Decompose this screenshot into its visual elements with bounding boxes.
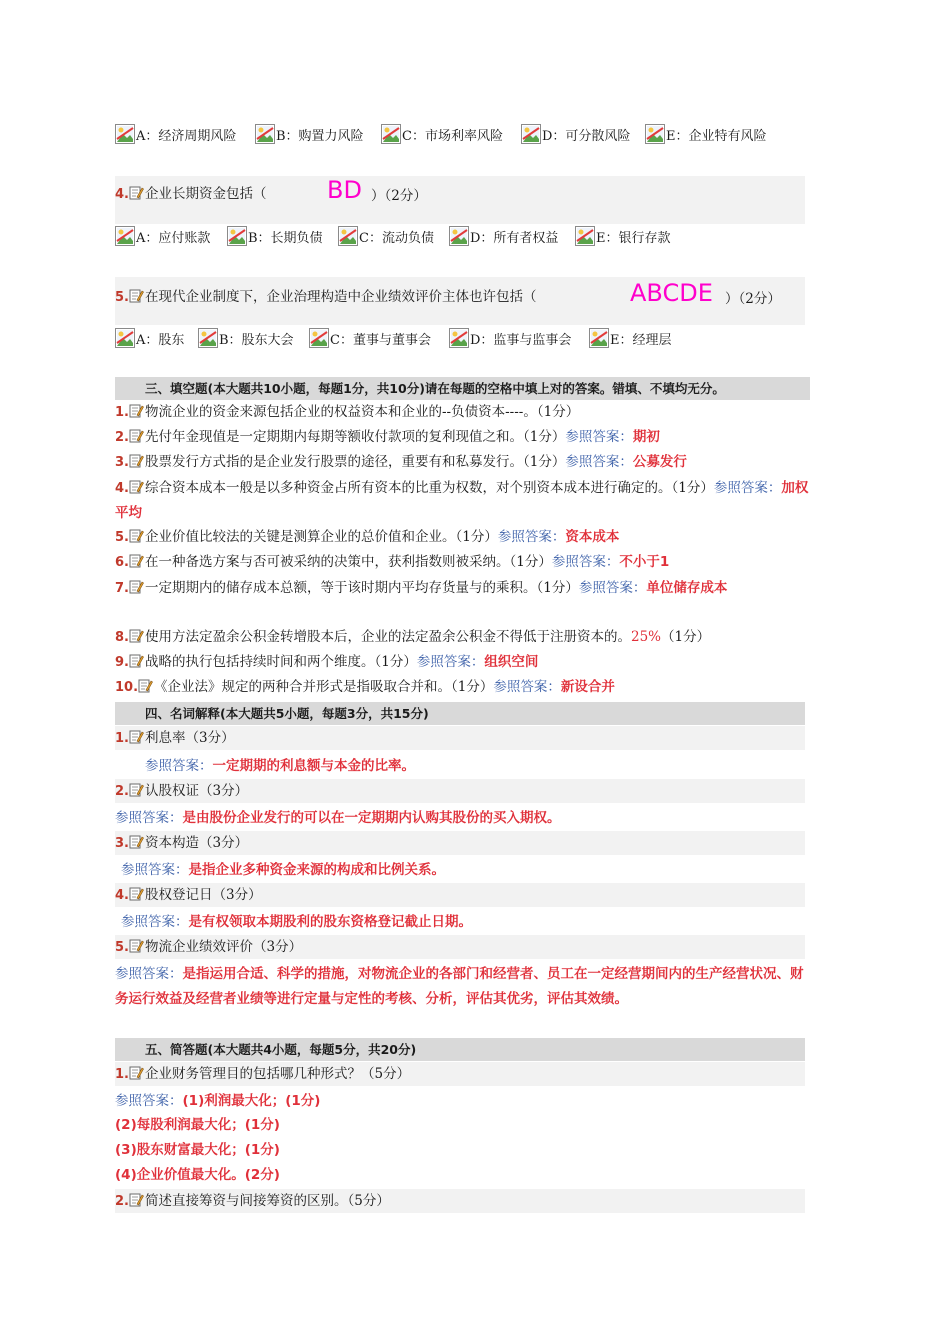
term-4: 4. 股权登记日（3分） [115, 883, 805, 907]
edit-icon [129, 886, 144, 901]
option-d[interactable]: D：所有者权益 [449, 226, 558, 246]
broken-image-icon [115, 226, 135, 246]
term-5-answer: 参照答案：是指运用合适、科学的措施，对物流企业的各部门和经营者、员工在一定经营期间内的生产经营状况、财务运行效益及经营者业绩等进行定量与定性的考核、分析，评估其优劣，评估其效绩。 [115, 966, 804, 1007]
fill-item-9: 9. 战略的执行包括持续时间和两个维度。（1分）参照答案：组织空间 [115, 654, 539, 670]
edit-icon [129, 185, 144, 200]
edit-icon [129, 403, 144, 418]
broken-image-icon [198, 328, 218, 348]
q4-options [115, 226, 815, 252]
option-d[interactable]: D：监事与监事会 [449, 328, 571, 348]
broken-image-icon [449, 226, 469, 246]
fill-item-7: 7. 一定期期内的储存成本总额，等于该时期内平均存货量与的乘积。（1分）参照答案：单位储存成本 [115, 580, 728, 596]
q5-options [115, 328, 815, 354]
edit-icon [129, 1065, 144, 1080]
edit-icon [129, 428, 144, 443]
term-3: 3. 资本构造（3分） [115, 831, 805, 855]
edit-icon [138, 678, 153, 693]
edit-icon [129, 782, 144, 797]
term-2: 2. 认股权证（3分） [115, 779, 805, 803]
term-5: 5. 物流企业绩效评价（3分） [115, 935, 805, 959]
answer-handwritten: ABCDE [630, 279, 713, 307]
option-c[interactable]: C：流动负债 [338, 226, 434, 246]
option-d[interactable]: D：可分散风险 [521, 124, 630, 144]
edit-icon [129, 653, 144, 668]
option-e[interactable]: E：银行存款 [575, 226, 671, 246]
short-answer-1-line-3: (3)股东财富最大化；(1分) [115, 1142, 280, 1158]
broken-image-icon [521, 124, 541, 144]
option-e[interactable]: E：经理层 [589, 328, 672, 348]
broken-image-icon [381, 124, 401, 144]
broken-image-icon [589, 328, 609, 348]
answer-handwritten: BD [327, 176, 362, 204]
term-1-answer: 参照答案：一定期期的利息额与本金的比率。 [145, 758, 415, 774]
edit-icon [129, 288, 144, 303]
short-answer-1-line-2: (2)每股利润最大化；(1分) [115, 1117, 280, 1133]
broken-image-icon [255, 124, 275, 144]
edit-icon [129, 479, 144, 494]
edit-icon [129, 729, 144, 744]
fill-item-6: 6. 在一种备选方案与否可被采纳的决策中，获利指数则被采纳。（1分）参照答案：不小于1 [115, 554, 670, 570]
short-answer-1: 1. 企业财务管理目的包括哪几种形式？（5分） [115, 1062, 805, 1086]
section-5-header: 五、简答题(本大题共4小题，每题5分，共20分) [115, 1038, 805, 1061]
broken-image-icon [449, 328, 469, 348]
broken-image-icon [309, 328, 329, 348]
question-4: 4. 企业长期资金包括（ BD ）（2分） [115, 176, 805, 224]
fill-item-4: 4. 综合资本成本一般是以多种资金占所有资本的比重为权数，对个别资本成本进行确定的。（1分）参照答案：加权平均 [115, 480, 809, 521]
option-e[interactable]: E：企业特有风险 [645, 124, 767, 144]
option-a[interactable]: A：经济周期风险 [115, 124, 236, 144]
fill-item-1: 1. 物流企业的资金来源包括企业的权益资本和企业的--负债资本----。（1分） [115, 404, 580, 420]
fill-item-10: 10. 《企业法》规定的两种合并形式是指吸取合并和。（1分）参照答案：新设合并 [115, 679, 615, 695]
broken-image-icon [645, 124, 665, 144]
broken-image-icon [227, 226, 247, 246]
section-3-header: 三、填空题(本大题共10小题，每题1分，共10分)请在每题的空格中填上对的答案。错填、不填均无分。 [115, 377, 810, 400]
fill-item-5: 5. 企业价值比较法的关键是测算企业的总价值和企业。（1分）参照答案：资本成本 [115, 529, 620, 545]
fill-item-2: 2. 先付年金现值是一定期期内每期等额收付款项的复利现值之和。（1分）参照答案：期初 [115, 429, 660, 445]
option-b[interactable]: B：购置力风险 [255, 124, 364, 144]
edit-icon [129, 834, 144, 849]
option-b[interactable]: B：股东大会 [198, 328, 294, 348]
edit-icon [129, 628, 144, 643]
fill-item-3: 3. 股票发行方式指的是企业发行股票的途径，重要有和私募发行。（1分）参照答案：公募发行 [115, 454, 687, 470]
option-c[interactable]: C：董事与董事会 [309, 328, 431, 348]
fill-item-8: 8. 使用方法定盈余公积金转增股本后，企业的法定盈余公积金不得低于注册资本的。25%（1分） [115, 629, 711, 645]
broken-image-icon [115, 328, 135, 348]
edit-icon [129, 579, 144, 594]
short-answer-1-line-4: (4)企业价值最大化。(2分) [115, 1167, 280, 1183]
edit-icon [129, 1192, 144, 1207]
broken-image-icon [115, 124, 135, 144]
option-c[interactable]: C：市场利率风险 [381, 124, 503, 144]
edit-icon [129, 453, 144, 468]
term-2-answer: 参照答案：是由股份企业发行的可以在一定期期内认购其股份的买入期权。 [115, 810, 561, 826]
option-b[interactable]: B：长期负债 [227, 226, 323, 246]
q3-options [115, 124, 815, 150]
option-a[interactable]: A：股东 [115, 328, 184, 348]
question-5: 5. 在现代企业制度下，企业治理构造中企业绩效评价主体也许包括（ ABCDE ）（2分） [115, 277, 805, 325]
broken-image-icon [575, 226, 595, 246]
short-answer-2: 2. 简述直接筹资与间接筹资的区别。（5分） [115, 1189, 805, 1213]
edit-icon [129, 553, 144, 568]
short-answer-1-line-1: 参照答案：(1)利润最大化；(1分) [115, 1093, 321, 1109]
term-4-answer: 参照答案：是有权领取本期股利的股东资格登记截止日期。 [121, 914, 472, 930]
edit-icon [129, 938, 144, 953]
option-a[interactable]: A：应付账款 [115, 226, 210, 246]
broken-image-icon [338, 226, 358, 246]
term-1: 1. 利息率（3分） [115, 726, 805, 750]
edit-icon [129, 528, 144, 543]
term-3-answer: 参照答案：是指企业多种资金来源的构成和比例关系。 [121, 862, 445, 878]
section-4-header: 四、名词解释(本大题共5小题，每题3分，共15分) [115, 702, 805, 725]
